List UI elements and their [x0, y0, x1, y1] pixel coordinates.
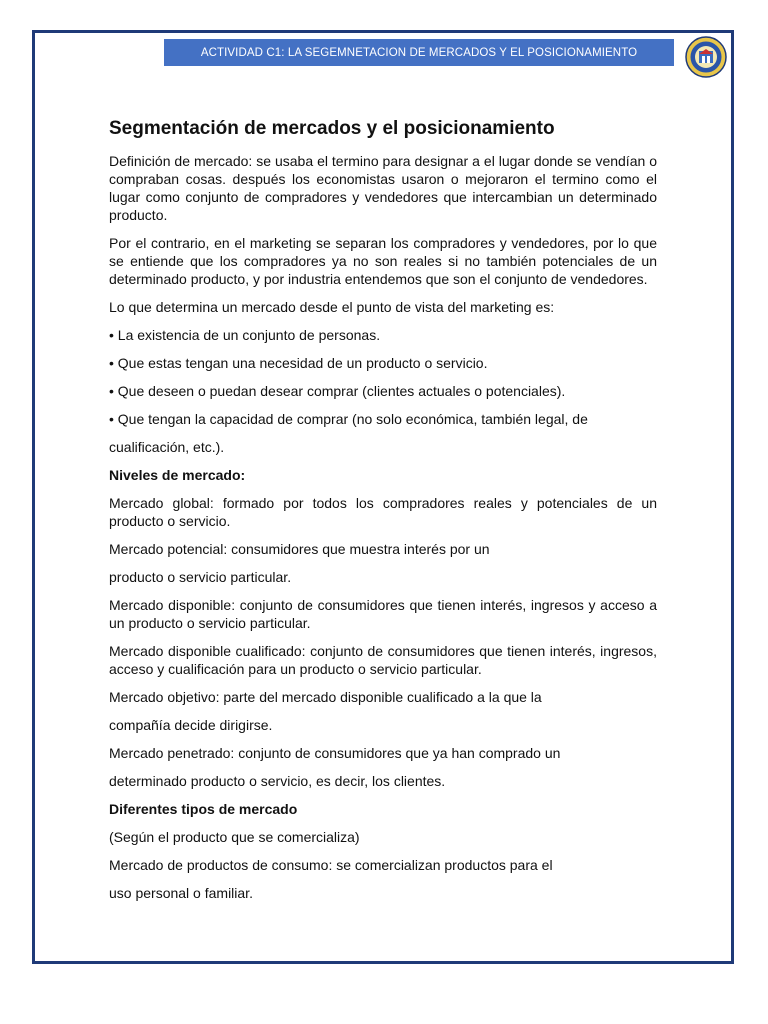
bullet-item: • Que tengan la capacidad de comprar (no solo económica, también legal, de — [109, 411, 588, 427]
header-banner: ACTIVIDAD C1: LA SEGEMNETACION DE MERCADOS Y EL POSICIONAMIENTO — [164, 39, 674, 66]
bullet-item: • Que estas tengan una necesidad de un producto o servicio. — [109, 355, 488, 371]
paragraph-mercado-objetivo: Mercado objetivo: parte del mercado disponible cualificado a la que la — [109, 689, 542, 705]
paragraph-definition: Definición de mercado: se usaba el termino para designar a el lugar donde se vendían o compraban cosas. después los economistas usaron o mejoraron el termino como el lugar como conjunto de compradores y vendedores que intercambian un determinado producto. — [109, 153, 657, 223]
paragraph-productos-consumo: Mercado de productos de consumo: se comercializan productos para el — [109, 857, 553, 873]
paragraph-mercado-potencial-cont: producto o servicio particular. — [109, 569, 292, 585]
document-body — [109, 118, 657, 912]
paragraph-mercado-global: Mercado global: formado por todos los compradores reales y potenciales de un producto o servicio. — [109, 495, 657, 529]
paragraph-mercado-objetivo-cont: compañía decide dirigirse. — [109, 717, 273, 733]
paragraph-marketing: Por el contrario, en el marketing se separan los compradores y vendedores, por lo que se entiende que los compradores ya no son reales si no también potenciales de un determinado producto, y por industria entendemos que son el conjunto de vendedores. — [109, 235, 657, 287]
paragraph-mercado-penetrado: Mercado penetrado: conjunto de consumidores que ya han comprado un — [109, 745, 561, 761]
paragraph-mercado-disponible: Mercado disponible: conjunto de consumidores que tienen interés, ingresos y acceso a un producto o servicio particular. — [109, 597, 657, 631]
bullet-item: • Que deseen o puedan desear comprar (clientes actuales o potenciales). — [109, 383, 566, 399]
bullet-item-continuation: cualificación, etc.). — [109, 439, 225, 455]
section-heading-niveles: Niveles de mercado: — [109, 467, 246, 483]
paragraph-mercado-potencial: Mercado potencial: consumidores que muestra interés por un — [109, 541, 490, 557]
paragraph-mercado-cualificado: Mercado disponible cualificado: conjunto de consumidores que tienen interés, ingresos, acceso y cualificación para un producto o servicio particular. — [109, 643, 657, 677]
paragraph-productos-consumo-cont: uso personal o familiar. — [109, 885, 253, 901]
page-title: Segmentación de mercados y el posicionamiento — [109, 118, 555, 139]
university-seal-icon — [685, 36, 727, 78]
section-heading-tipos: Diferentes tipos de mercado — [109, 801, 298, 817]
bullet-item: • La existencia de un conjunto de personas. — [109, 327, 381, 343]
paragraph-determina: Lo que determina un mercado desde el punto de vista del marketing es: — [109, 299, 555, 315]
paragraph-mercado-penetrado-cont: determinado producto o servicio, es decir, los clientes. — [109, 773, 446, 789]
paragraph-segun-producto: (Según el producto que se comercializa) — [109, 829, 360, 845]
